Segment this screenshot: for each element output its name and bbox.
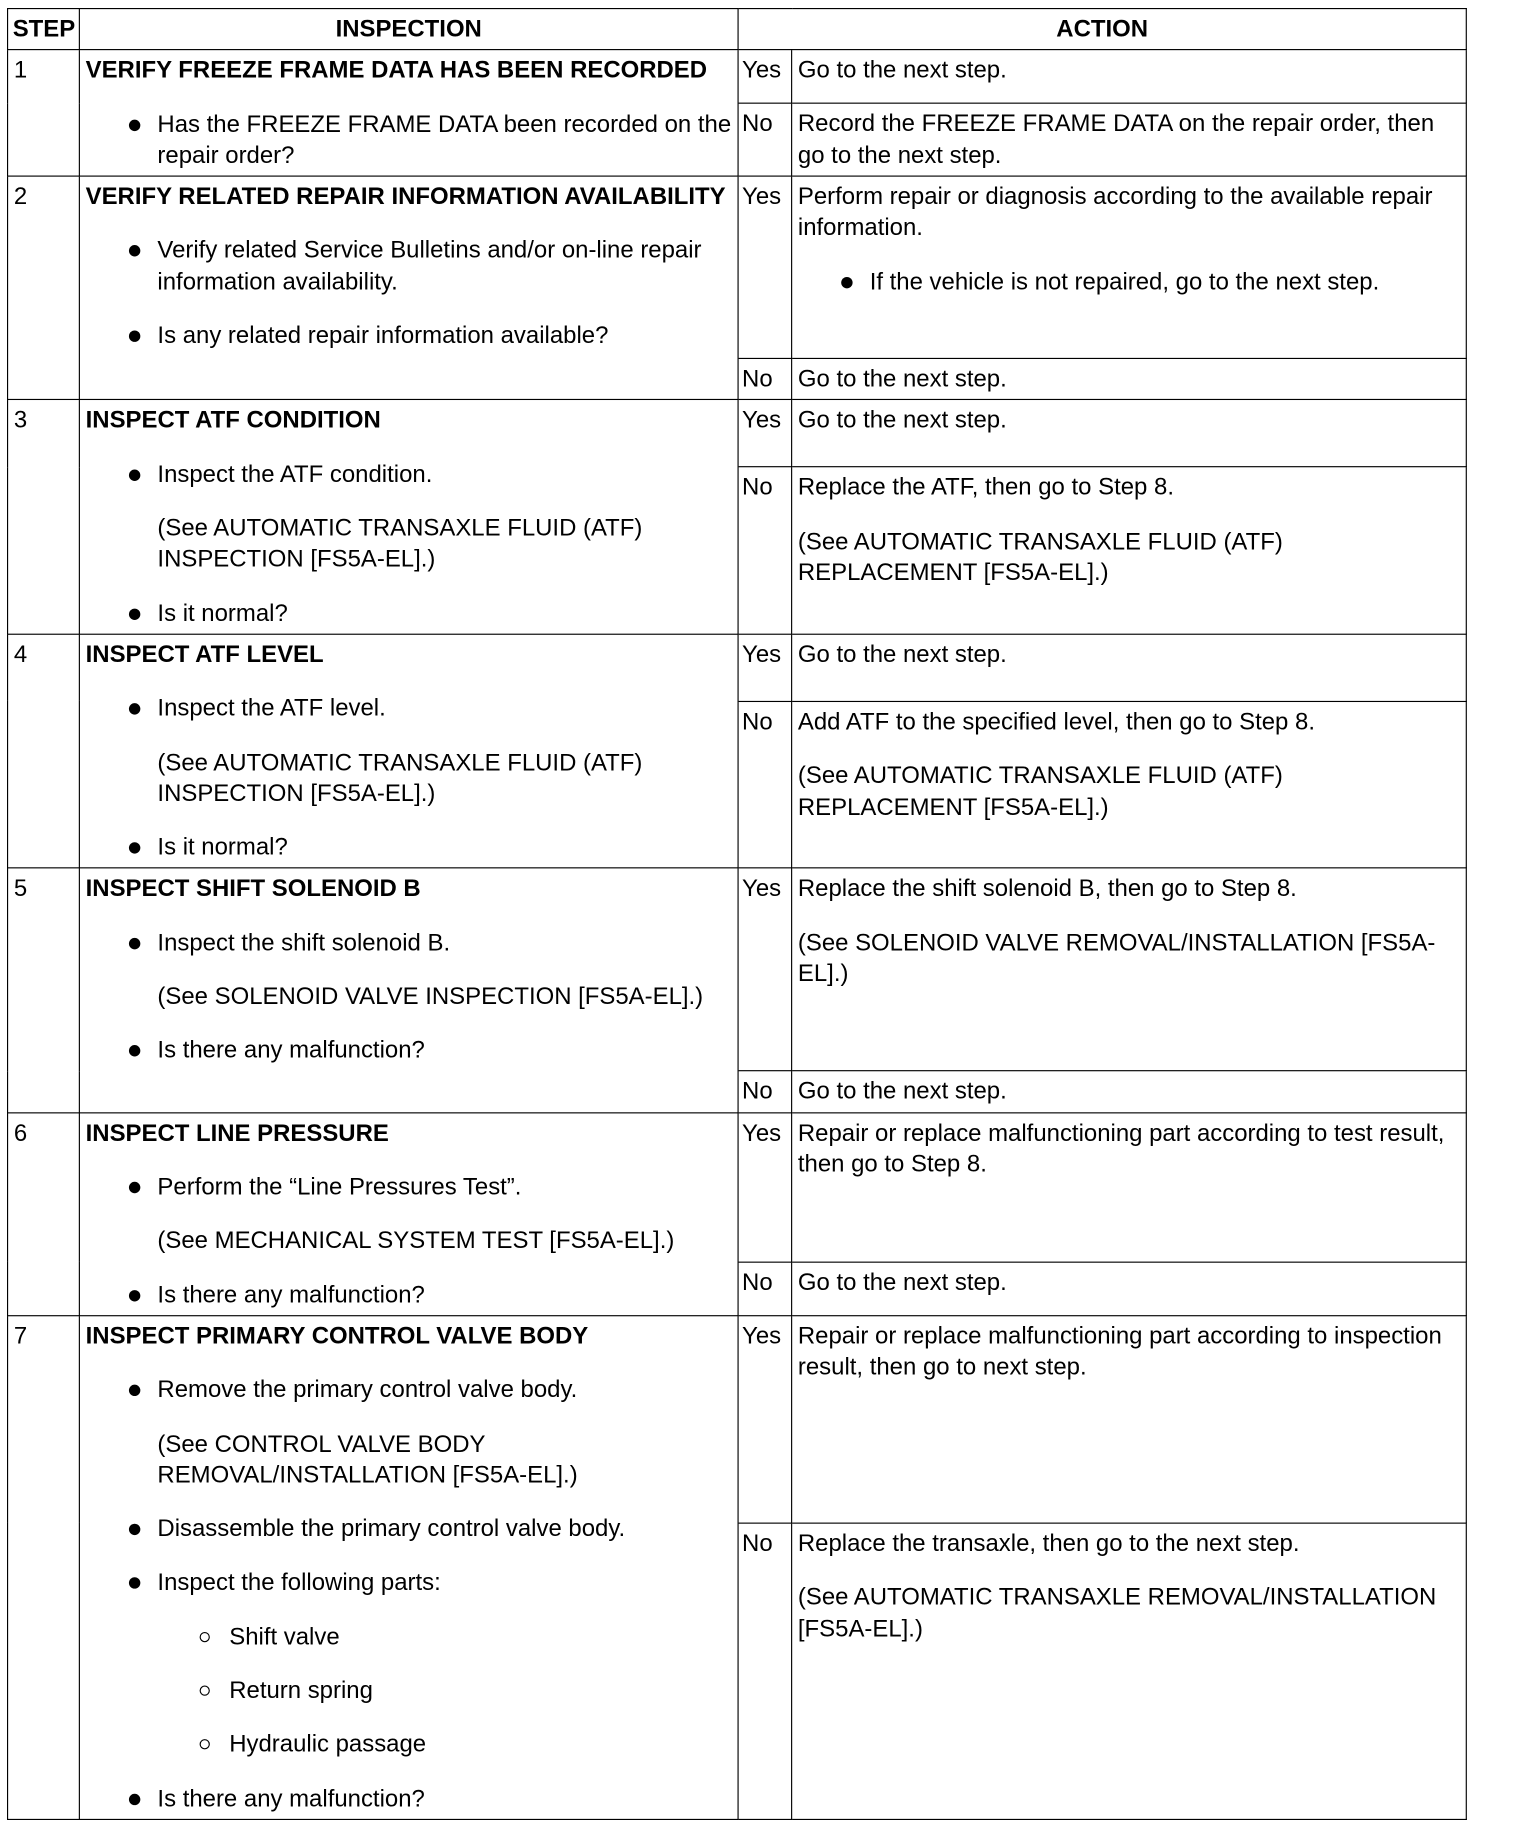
- no-action: [792, 359, 1467, 400]
- step-3-yes-row: [8, 400, 1467, 467]
- step-title: INSPECT ATF LEVEL: [85, 641, 324, 668]
- part-item: Shift valve: [157, 1621, 731, 1652]
- no-action: [792, 1262, 1467, 1316]
- step-inspection: [79, 634, 738, 868]
- inspection-item: [86, 693, 732, 809]
- inspection-item-text: Inspect the ATF level.: [157, 695, 386, 722]
- inspection-item: [86, 1567, 732, 1760]
- inspection-list: [86, 693, 732, 863]
- step-inspection: [79, 400, 738, 634]
- part-item: Return spring: [157, 1675, 731, 1706]
- step-number: 3: [8, 400, 80, 634]
- table-header-row: [8, 9, 1467, 50]
- yes-action: [792, 634, 1467, 701]
- step-title: VERIFY FREEZE FRAME DATA HAS BEEN RECORDED: [85, 57, 708, 84]
- step-1-yes-row: [8, 50, 1467, 104]
- step-number: 7: [8, 1316, 80, 1820]
- action-text: Go to the next step.: [797, 407, 1007, 434]
- no-action: [792, 103, 1467, 176]
- no-action: [792, 467, 1467, 634]
- action-text: Go to the next step.: [797, 641, 1007, 668]
- yes-label: Yes: [738, 50, 792, 104]
- diagnostic-procedure-table: [7, 8, 1467, 1820]
- step-7-yes-row: [8, 1316, 1467, 1523]
- yes-label: Yes: [738, 634, 792, 701]
- inspection-item-text: Perform the “Line Pressures Test”.: [157, 1173, 522, 1201]
- action-text: Repair or replace malfunctioning part according to test result, then go to Step 8.: [797, 1119, 1445, 1178]
- inspection-list: [86, 109, 732, 171]
- action-text: Replace the transaxle, then go to the next step.: [797, 1530, 1300, 1557]
- step-title: INSPECT LINE PRESSURE: [85, 1119, 389, 1147]
- step-6-yes-row: [8, 1113, 1467, 1262]
- inspection-item: Verify related Service Bulletins and/or on-line repair information availability.: [86, 235, 732, 297]
- no-label: No: [738, 1262, 792, 1316]
- no-label: No: [738, 1523, 792, 1819]
- action-bullet-list: [798, 266, 1460, 297]
- diagnostic-procedure-document: [7, 8, 1520, 1820]
- step-title: INSPECT PRIMARY CONTROL VALVE BODY: [85, 1323, 589, 1350]
- no-label: No: [738, 103, 792, 176]
- no-action: [792, 1523, 1467, 1819]
- action-text: Perform repair or diagnosis according to the available repair information.: [797, 183, 1433, 242]
- action-bullet-item: If the vehicle is not repaired, go to the next step.: [798, 266, 1460, 297]
- yes-action: [792, 868, 1467, 1071]
- part-item: Hydraulic passage: [157, 1729, 731, 1760]
- inspection-item: [86, 1172, 732, 1257]
- action-text: Go to the next step.: [797, 57, 1007, 84]
- parts-list: [157, 1621, 731, 1760]
- inspection-item: Is there any malfunction?: [86, 1279, 732, 1310]
- inspection-reference: (See SOLENOID VALVE INSPECTION [FS5A-EL].): [157, 983, 704, 1010]
- yes-label: Yes: [738, 1316, 792, 1523]
- header-step: STEP: [8, 9, 80, 50]
- step-title: INSPECT SHIFT SOLENOID B: [85, 875, 421, 902]
- inspection-reference: (See MECHANICAL SYSTEM TEST [FS5A-EL].): [157, 1227, 675, 1254]
- yes-action: [792, 176, 1467, 358]
- yes-label: Yes: [738, 868, 792, 1071]
- step-title: VERIFY RELATED REPAIR INFORMATION AVAILABILITY: [85, 183, 726, 210]
- inspection-item: Is it normal?: [86, 598, 732, 629]
- no-label: No: [738, 1071, 792, 1112]
- inspection-item: Has the FREEZE FRAME DATA been recorded on the repair order?: [86, 109, 732, 171]
- action-text: Repair or replace malfunctioning part according to inspection result, then go to next step.: [797, 1323, 1442, 1381]
- no-action: [792, 1071, 1467, 1112]
- header-inspection: INSPECTION: [79, 9, 738, 50]
- yes-action: [792, 1113, 1467, 1262]
- step-2-yes-row: [8, 176, 1467, 358]
- inspection-item: Is there any malfunction?: [86, 1783, 732, 1814]
- yes-action: [792, 400, 1467, 467]
- inspection-item: [86, 927, 732, 1012]
- action-text: Add ATF to the specified level, then go to Step 8.: [797, 708, 1315, 736]
- inspection-list: [86, 235, 732, 351]
- action-text: Go to the next step.: [797, 366, 1007, 393]
- inspection-item-text: Remove the primary control valve body.: [157, 1376, 578, 1404]
- inspection-list: [86, 927, 732, 1066]
- step-inspection: [79, 50, 738, 176]
- action-reference: (See AUTOMATIC TRANSAXLE FLUID (ATF) REPLACEMENT [FS5A-EL].): [797, 528, 1283, 586]
- yes-label: Yes: [738, 176, 792, 358]
- action-text: Replace the ATF, then go to Step 8.: [797, 474, 1174, 501]
- no-action: [792, 701, 1467, 868]
- action-reference: (See AUTOMATIC TRANSAXLE FLUID (ATF) REPLACEMENT [FS5A-EL].): [797, 762, 1283, 821]
- inspection-item: Is it normal?: [86, 832, 732, 863]
- inspection-item-text: Inspect the shift solenoid B.: [157, 929, 451, 956]
- yes-action: [792, 1316, 1467, 1523]
- step-inspection: [79, 868, 738, 1112]
- inspection-list: [86, 459, 732, 629]
- inspection-reference: (See AUTOMATIC TRANSAXLE FLUID (ATF) INSPECTION [FS5A-EL].): [157, 515, 643, 573]
- action-text: Record the FREEZE FRAME DATA on the repair order, then go to the next step.: [797, 110, 1435, 169]
- step-inspection: [79, 1316, 738, 1820]
- inspection-item: [86, 459, 732, 575]
- inspection-item-text: Inspect the ATF condition.: [157, 461, 433, 488]
- action-text: Replace the shift solenoid B, then go to Step 8.: [797, 875, 1297, 902]
- step-number: 1: [8, 50, 80, 176]
- yes-action: [792, 50, 1467, 104]
- no-label: No: [738, 359, 792, 400]
- inspection-item: [86, 1375, 732, 1491]
- yes-label: Yes: [738, 400, 792, 467]
- step-number: 6: [8, 1113, 80, 1316]
- step-5-yes-row: [8, 868, 1467, 1071]
- inspection-item: Disassemble the primary control valve body.: [86, 1514, 732, 1545]
- step-title: INSPECT ATF CONDITION: [85, 407, 381, 434]
- inspection-reference: (See CONTROL VALVE BODY REMOVAL/INSTALLATION [FS5A-EL].): [157, 1430, 578, 1489]
- step-number: 4: [8, 634, 80, 868]
- step-number: 5: [8, 868, 80, 1112]
- yes-label: Yes: [738, 1113, 792, 1262]
- no-label: No: [738, 701, 792, 868]
- header-action: ACTION: [738, 9, 1466, 50]
- action-reference: (See AUTOMATIC TRANSAXLE REMOVAL/INSTALLATION [FS5A-EL].): [797, 1584, 1437, 1642]
- step-inspection: [79, 1113, 738, 1316]
- inspection-item: Is any related repair information available?: [86, 320, 732, 351]
- action-reference: (See SOLENOID VALVE REMOVAL/INSTALLATION [FS5A-EL].): [797, 929, 1436, 987]
- inspection-item-text: Inspect the following parts:: [157, 1569, 441, 1596]
- step-number: 2: [8, 176, 80, 400]
- action-text: Go to the next step.: [797, 1078, 1007, 1105]
- inspection-item: Is there any malfunction?: [86, 1035, 732, 1066]
- action-text: Go to the next step.: [797, 1269, 1007, 1296]
- inspection-list: [86, 1375, 732, 1815]
- inspection-list: [86, 1172, 732, 1311]
- no-label: No: [738, 467, 792, 634]
- inspection-reference: (See AUTOMATIC TRANSAXLE FLUID (ATF) INSPECTION [FS5A-EL].): [157, 749, 643, 807]
- step-inspection: [79, 176, 738, 400]
- step-4-yes-row: [8, 634, 1467, 701]
